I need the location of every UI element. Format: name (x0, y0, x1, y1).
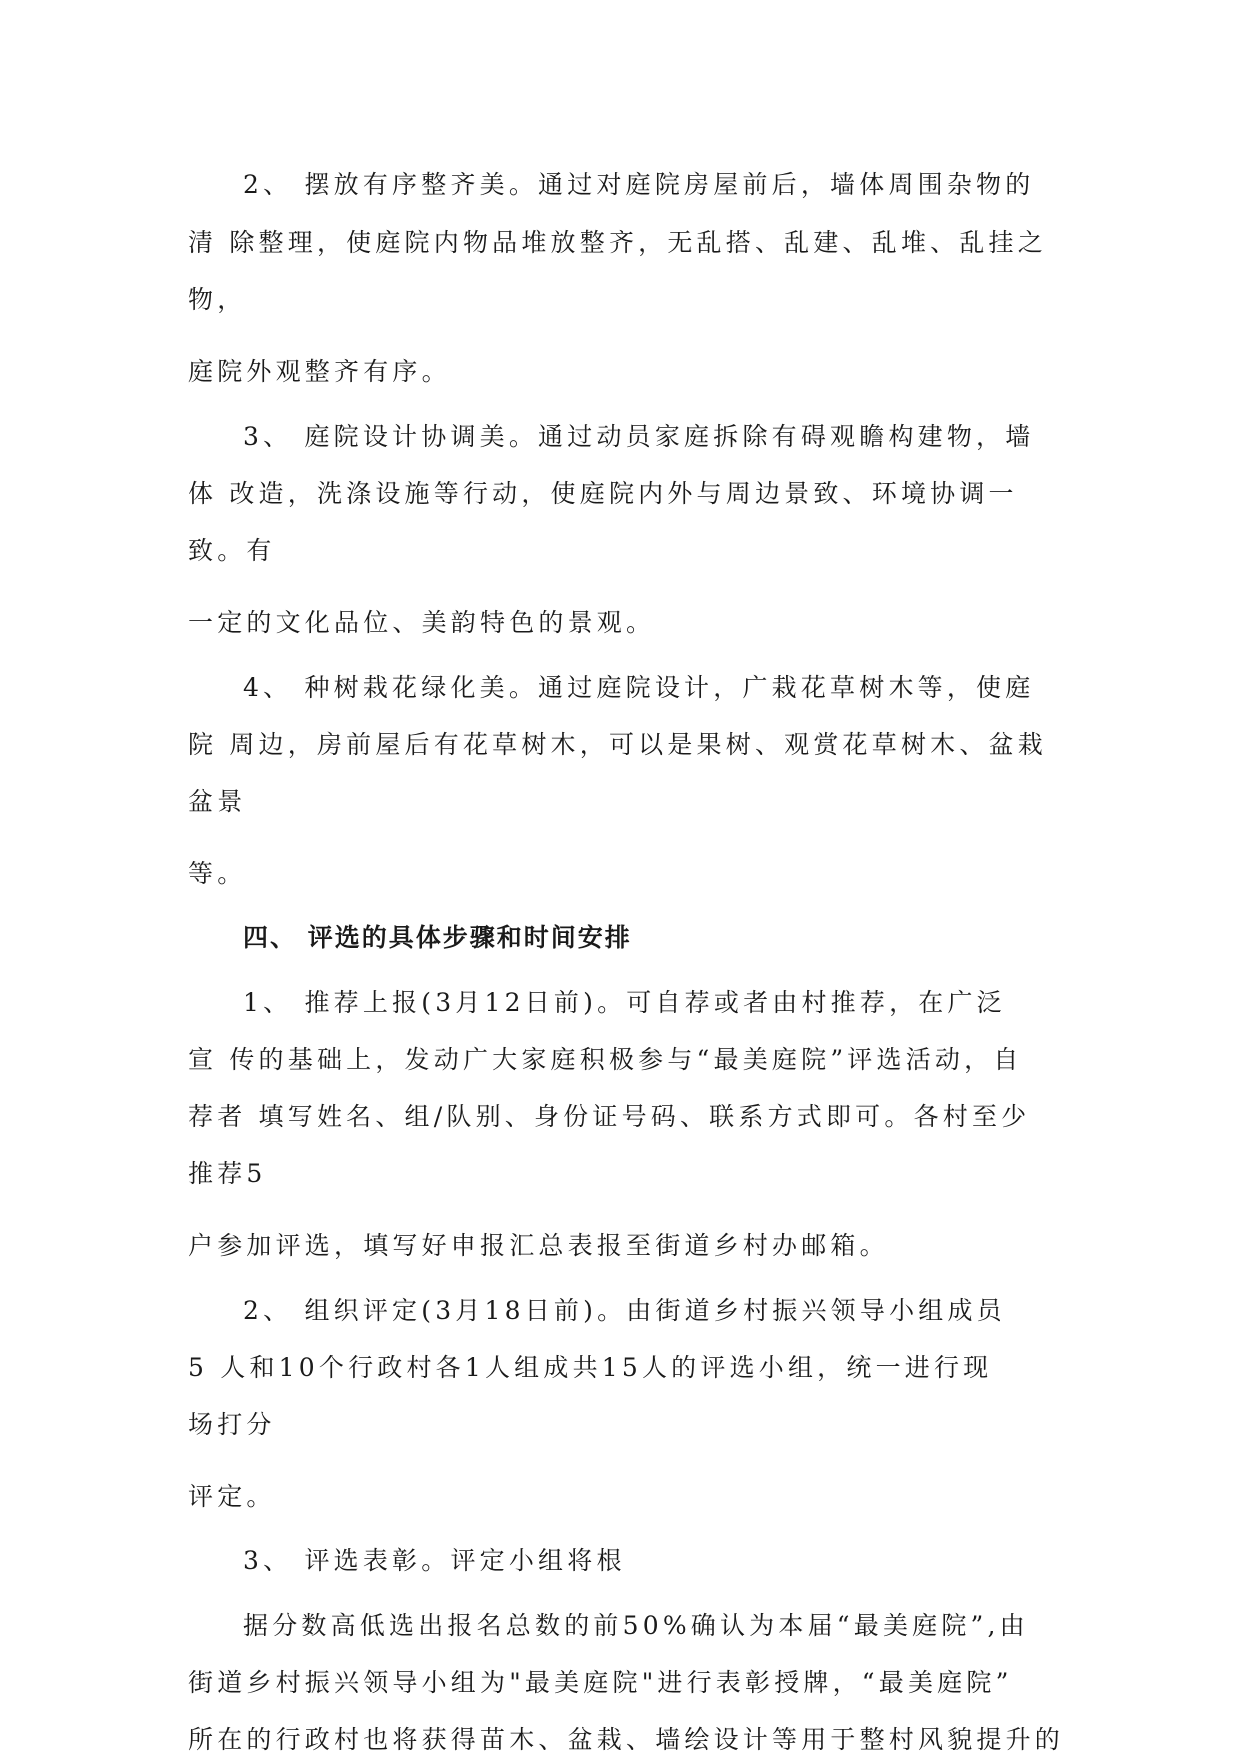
paragraph-item-3-line-1: 3、 庭院设计协调美。通过动员家庭拆除有碍观瞻构建物，墙 (243, 422, 1035, 451)
step-2-line-3: 场打分 (188, 1410, 276, 1439)
step-3-line-2: 据分数高低选出报名总数的前50%确认为本届“最美庭院”,由 (243, 1611, 1029, 1640)
paragraph-item-4-line-1: 4、 种树栽花绿化美。通过庭院设计，广栽花草树木等，使庭 (243, 673, 1035, 702)
paragraph-item-3-line-4: 一定的文化品位、美韵特色的景观。 (188, 608, 656, 637)
step-2-line-1: 2、 组织评定(3月18日前)。由街道乡村振兴领导小组成员 (243, 1296, 1006, 1325)
paragraph-item-2-line-4: 庭院外观整齐有序。 (188, 357, 451, 386)
step-1-line-5: 户参加评选，填写好申报汇总表报至街道乡村办邮箱。 (188, 1231, 889, 1260)
paragraph-item-4-line-3: 盆景 (188, 787, 247, 816)
paragraph-item-2-line-1: 2、 摆放有序整齐美。通过对庭院房屋前后，墙体周围杂物的 (243, 170, 1035, 199)
step-1-line-1: 1、 推荐上报(3月12日前)。可自荐或者由村推荐，在广泛 (243, 988, 1006, 1017)
step-1-line-2: 宣 传的基础上，发动广大家庭积极参与“最美庭院”评选活动，自 (188, 1045, 1023, 1074)
paragraph-item-3-line-3: 致。有 (188, 536, 276, 565)
section-heading: 四、 评选的具体步骤和时间安排 (243, 923, 632, 952)
step-1-line-3: 荐者 填写姓名、组/队别、身份证号码、联系方式即可。各村至少 (188, 1102, 1031, 1131)
paragraph-item-3-line-2: 体 改造，洗涤设施等行动，使庭院内外与周边景致、环境协调一 (188, 479, 1018, 508)
step-3-line-1: 3、 评选表彰。评定小组将根 (243, 1546, 626, 1575)
step-3-line-3: 街道乡村振兴领导小组为"最美庭院"进行表彰授牌，“最美庭院” (188, 1668, 1013, 1697)
step-2-line-4: 评定。 (188, 1482, 276, 1511)
paragraph-item-2-line-2: 清 除整理，使庭院内物品堆放整齐，无乱搭、乱建、乱堆、乱挂之 (188, 228, 1047, 257)
step-2-line-2: 5 人和10个行政村各1人组成共15人的评选小组，统一进行现 (188, 1353, 993, 1382)
paragraph-item-4-line-4: 等。 (188, 859, 247, 888)
step-3-line-4: 所在的行政村也将获得苗木、盆栽、墙绘设计等用于整村风貌提升的 (188, 1725, 1065, 1754)
paragraph-item-2-line-3: 物， (188, 285, 247, 314)
step-1-line-4: 推荐5 (188, 1159, 267, 1188)
paragraph-item-4-line-2: 院 周边，房前屋后有花草树木，可以是果树、观赏花草树木、盆栽 (188, 730, 1047, 759)
